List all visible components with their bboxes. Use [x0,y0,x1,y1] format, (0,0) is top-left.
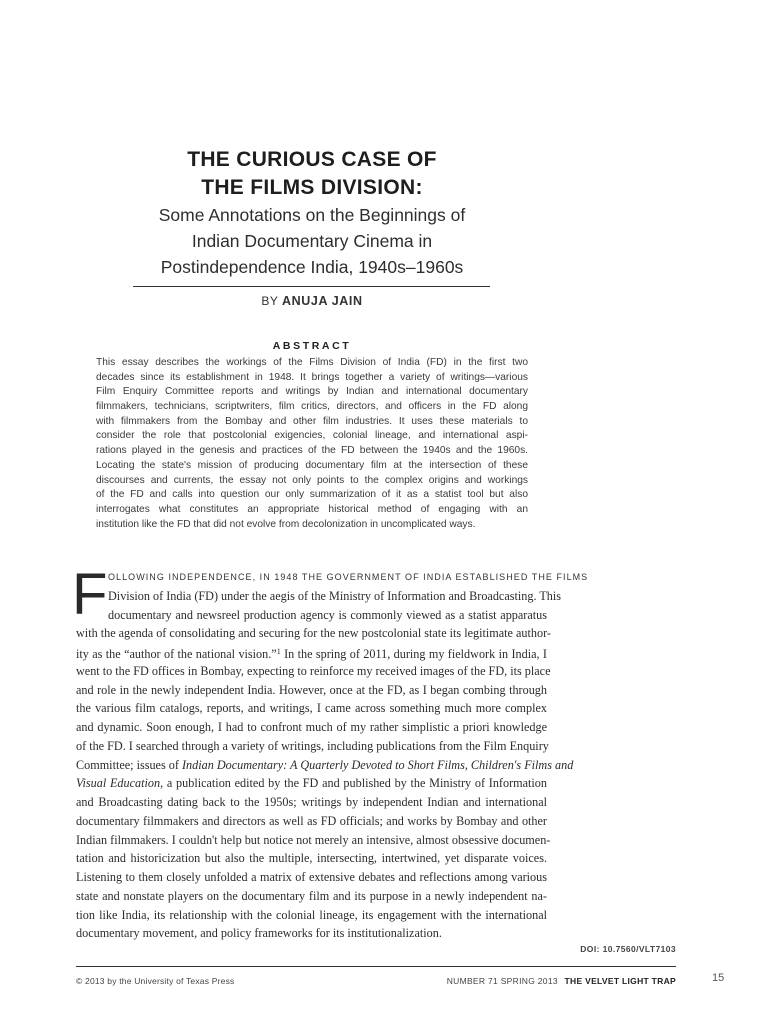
abstract-body [96,356,528,532]
doi-label: DOI: 10.7560/VLT7103 [580,944,676,954]
body-line: with the agenda of consolidating and securing for the new postcolonial state its legitimate author- [76,626,551,641]
article-subtitle-line-3: Postindependence India, 1940s–1960s [160,257,464,277]
title-divider [133,286,490,287]
body-line-part: Committee; issues of [76,757,182,772]
abstract-line: filmmakers, technicians, scriptwriters, film critics, directors, and officers in the FD along [96,401,528,413]
body-line: tation and historicization but also the multiple, intersecting, intertwined, yet disparate voices. [76,851,547,866]
body-line: and dynamic. Soon enough, I had to confront much of my rather simplistic a priori knowledge [76,720,547,734]
abstract-line: Locating the state's mission of producing documentary film at the intersection of these [96,459,528,471]
abstract-line: Film Enquiry Committee reports and writings by Indian and international documentary [96,386,528,398]
abstract-line: discourses and currents, the essay not only points to the complex origins and workings [96,474,528,486]
body-line: documentary movement, and policy frameworks for its institutionalization. [76,926,442,941]
body-line: state and nonstate players on the documentary film and its purpose in a newly independent na- [76,888,547,903]
abstract-line: decades since its establishment in 1948. It brings together a variety of writings—various [96,371,528,383]
abstract-line: institution like the FD that did not evolve from decolonization in uncomplicated ways. [96,518,476,530]
body-line: and Broadcasting dating back to the 1950s; writings by independent Indian and international [76,795,547,809]
body-line [76,643,547,662]
abstract-line: rations played in the genesis and practices of the FD between the 1940s and the 1960s. [96,445,528,457]
body-line [76,774,547,793]
publication-title-italic: Visual Education [76,776,161,791]
abstract-line: interrogates what constitutes an appropriate historical method of engaging with an [96,503,528,515]
body-text [76,568,589,943]
byline-prefix: BY [261,294,279,308]
body-line [76,756,574,775]
body-line: Indian filmmakers. I couldn't help but notice not merely an intensive, almost obsessive documen- [76,832,551,847]
body-line-part: , a publication edited by the FD and published by the Ministry of Information [160,776,547,791]
body-line: Division of India (FD) under the aegis of the Ministry of Information and Broadcasting. This [108,588,561,603]
article-title-line-2: THE FILMS DIVISION: [201,176,423,199]
body-line: and role in the newly independent India. However, once at the FD, as I began combing through [76,682,547,697]
footer-divider [76,966,676,967]
page-number: 15 [712,972,725,984]
body-line: Listening to them closely unfolded a matrix of extensive debates and reflections among various [76,870,547,884]
drop-cap: F [72,562,108,627]
abstract-line: with filmmakers from the Bombay and other film industries. It uses these materials to [96,415,528,427]
article-title-block [100,146,524,280]
abstract-heading: ABSTRACT [272,340,352,352]
body-line: the various film catalogs, reports, and writings, I came across something much more complex [76,701,547,716]
copyright-notice: © 2013 by the University of Texas Press [76,976,235,986]
issue-info [380,976,676,986]
byline [100,294,524,308]
article-title-line-1: THE CURIOUS CASE OF [187,148,437,171]
issue-number: NUMBER 71 SPRING 2013 [446,976,558,986]
body-line: of the FD. I searched through a variety of writings, including publications from the Film Enquiry [76,738,549,753]
body-line-part: ity as the “author of the national vision.” [76,647,277,661]
abstract-line: This essay describes the workings of the Films Division of India (FD) in the first two [96,357,528,368]
author-name: ANUJA JAIN [282,294,363,308]
publication-title-italic: Indian Documentary: A Quarterly Devoted to Short Films, Children's Films and [181,757,574,772]
body-line: OLLOWING INDEPENDENCE, IN 1948 THE GOVERNMENT OF INDIA ESTABLISHED THE FILMS [108,572,589,582]
body-line: documentary and newsreel production agency is commonly viewed as a statist apparatus [108,607,547,622]
footnote-marker[interactable]: 1 [276,647,281,656]
abstract-line: of the FD and calls into question our only summarization of it as a statist tool but also [96,489,528,501]
article-subtitle-line-2: Indian Documentary Cinema in [191,231,433,251]
body-line: went to the FD offices in Bombay, expecting to reinforce my received images of the FD, its place [76,663,551,678]
body-line: documentary filmmakers and directors as well as FD officials; and works by Bombay and other [76,813,547,828]
journal-name: THE VELVET LIGHT TRAP [564,976,676,986]
body-line: tion like India, its relationship with the colonial lineage, its engagement with the international [76,907,547,922]
abstract-line: consider the role that postcolonial exigencies, colonial lineage, and international aspi- [96,430,528,442]
article-subtitle-line-1: Some Annotations on the Beginnings of [158,205,466,225]
body-line-part: In the spring of 2011, during my fieldwork in India, I [280,647,547,661]
